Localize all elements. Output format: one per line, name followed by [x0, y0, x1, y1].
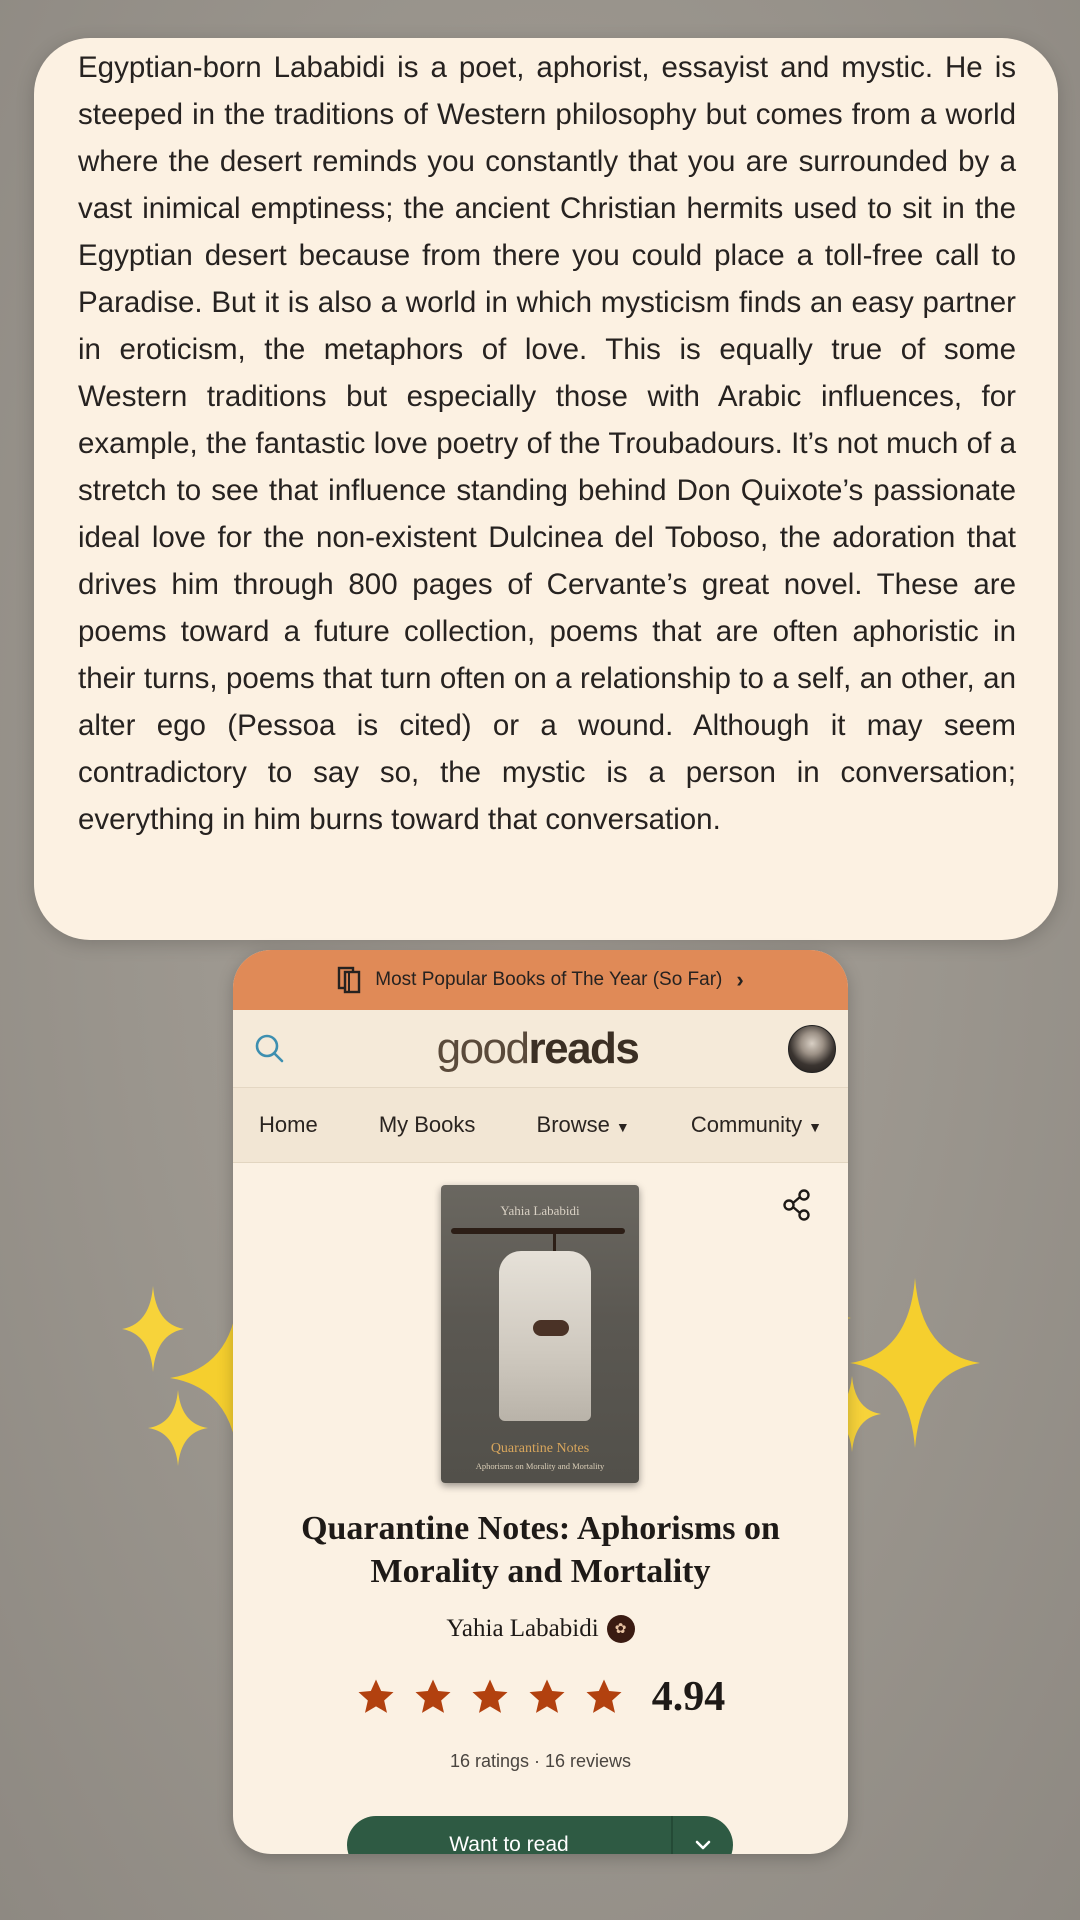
want-to-read-button[interactable] [347, 1816, 733, 1854]
rating-counts[interactable]: 16 ratings · 16 reviews [449, 1751, 632, 1771]
cover-subtitle: Aphorisms on Morality and Mortality [475, 1461, 605, 1471]
quote-card [34, 38, 1058, 940]
star-icon [527, 1677, 567, 1717]
nav-my-books[interactable]: My Books [378, 1112, 476, 1137]
cover-rail [451, 1228, 625, 1234]
share-icon[interactable] [782, 1189, 812, 1221]
author-line [233, 1615, 848, 1643]
search-icon[interactable] [253, 1032, 287, 1066]
author-name[interactable]: Yahia Lababidi [446, 1615, 599, 1642]
cover-robe [499, 1251, 591, 1421]
caret-down-icon: ▼ [808, 1119, 822, 1135]
nav-bar [233, 1088, 848, 1163]
cover-author: Yahia Lababidi [500, 1203, 580, 1218]
promo-label: Most Popular Books of The Year (So Far) [375, 969, 723, 990]
want-to-read-label[interactable]: Want to read [449, 1833, 569, 1854]
promo-banner[interactable] [233, 950, 848, 1010]
star-icon [413, 1677, 453, 1717]
cover-hands [533, 1320, 569, 1336]
chevron-right-icon: › [736, 967, 744, 992]
goodreads-author-badge-icon: ✿ [607, 1615, 635, 1643]
header [233, 1010, 848, 1088]
user-avatar[interactable] [788, 1025, 836, 1073]
goodreads-logo[interactable]: goodreads [436, 1023, 639, 1073]
chevron-down-icon [694, 1839, 712, 1851]
shelf-dropdown-button[interactable] [673, 1816, 733, 1854]
books-icon [337, 966, 363, 994]
star-icon [470, 1677, 510, 1717]
book-cover[interactable] [441, 1185, 639, 1483]
star-icon [356, 1677, 396, 1717]
goodreads-screenshot [233, 950, 848, 1854]
star-icon [584, 1677, 624, 1717]
nav-community[interactable]: Community ▼ [690, 1112, 822, 1137]
quote-text: Egyptian-born Lababidi is a poet, aphorist, essayist and mystic. He is steeped in the traditions of Western philosophy but comes from a world where the desert reminds you constantly that you are surrounded by a vast inimical emptiness; the ancient Christian hermits used to sit in the Egyptian desert because from there you could place a toll-free call to Paradise. But it is also a world in which mysticism finds an easy partner in eroticism, the metaphors of love. This is equally true of some Western traditions but especially those with Arabic influences, for example, the fantastic love poetry of the Troubadours. It’s not much of a stretch to see that influence standing behind Don Quixote’s passionate ideal love for the non-existent Dulcinea del Toboso, the adoration that drives him through 800 pages of Cervante’s great novel. These are poems toward a future collection, poems that are often aphoristic in their turns, poems that turn often on a relationship to a self, an other, an alter ego (Pessoa is cited) or a wound. Although it may seem contradictory to say so, the mystic is a person in conversation; everything in him burns toward that conversation. [78, 51, 1016, 836]
average-rating: 4.94 [651, 1674, 726, 1720]
caret-down-icon: ▼ [615, 1119, 630, 1135]
rating-row [233, 1673, 848, 1721]
nav-browse[interactable]: Browse ▼ [536, 1112, 630, 1137]
nav-home[interactable]: Home [259, 1112, 318, 1137]
star-rating [356, 1677, 624, 1717]
book-page [233, 1163, 848, 1854]
sparkle-icon [148, 1390, 208, 1466]
cover-title: Quarantine Notes [490, 1441, 590, 1456]
book-title: Quarantine Notes: Aphorisms on Morality and Mortality [301, 1510, 780, 1590]
